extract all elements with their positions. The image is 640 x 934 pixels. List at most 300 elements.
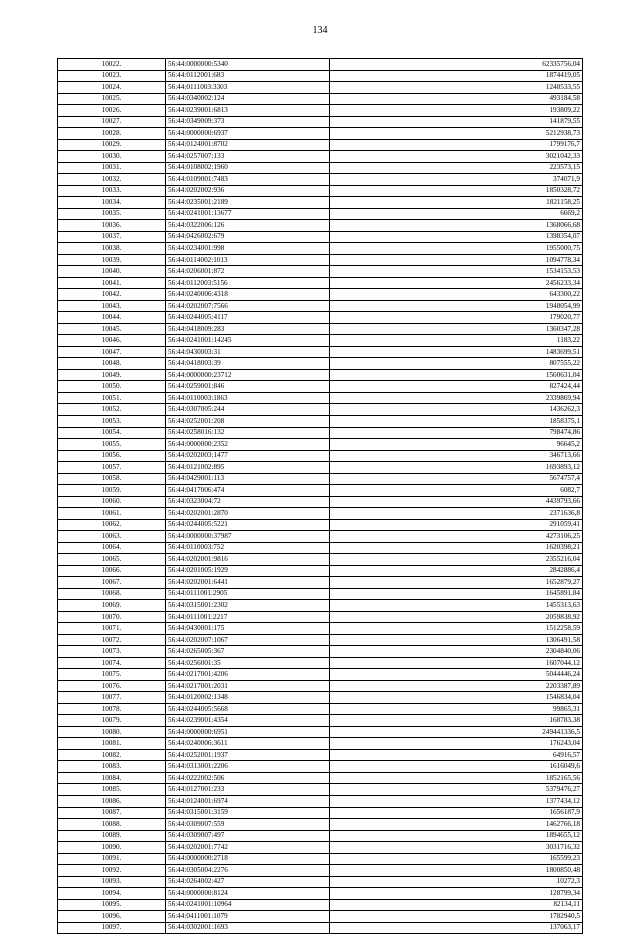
row-number: 10057. [58, 462, 166, 474]
row-number: 10031. [58, 162, 166, 174]
cadastral-number: 56:44:0000000:2718 [166, 853, 330, 865]
table-row [58, 59, 583, 71]
cadastral-value: 249441336,5 [330, 726, 583, 738]
table-row [58, 231, 583, 243]
table-row [58, 738, 583, 750]
row-number: 10058. [58, 473, 166, 485]
cadastral-value: 176243,04 [330, 738, 583, 750]
row-number: 10049. [58, 369, 166, 381]
cadastral-value: 179020,77 [330, 312, 583, 324]
cadastral-number: 56:44:0127001:233 [166, 784, 330, 796]
cadastral-number: 56:44:0110003:752 [166, 542, 330, 554]
cadastral-value: 62335756,04 [330, 59, 583, 71]
table-row [58, 312, 583, 324]
row-number: 10035. [58, 208, 166, 220]
table-row [58, 243, 583, 255]
cadastral-number: 56:44:0349009:373 [166, 116, 330, 128]
cadastral-value: 2371636,8 [330, 508, 583, 520]
cadastral-number: 56:44:0256001:35 [166, 657, 330, 669]
cadastral-number: 56:44:0241001:14245 [166, 335, 330, 347]
table-row [58, 254, 583, 266]
cadastral-value: 1616049,6 [330, 761, 583, 773]
cadastral-number: 56:44:0239001:4354 [166, 715, 330, 727]
table-row [58, 369, 583, 381]
table-row [58, 197, 583, 209]
cadastral-value: 165599,23 [330, 853, 583, 865]
cadastral-value: 64916,57 [330, 749, 583, 761]
table-row [58, 807, 583, 819]
row-number: 10096. [58, 911, 166, 923]
table-row [58, 749, 583, 761]
table-row [58, 646, 583, 658]
table-row [58, 600, 583, 612]
cadastral-number: 56:44:0315001:3159 [166, 807, 330, 819]
cadastral-value: 1652879,27 [330, 577, 583, 589]
cadastral-value: 1455313,63 [330, 600, 583, 612]
row-number: 10034. [58, 197, 166, 209]
cadastral-number: 56:44:0258016:132 [166, 427, 330, 439]
cadastral-number: 56:44:0244005:4117 [166, 312, 330, 324]
cadastral-number: 56:44:0000000:6951 [166, 726, 330, 738]
cadastral-value: 10272,3 [330, 876, 583, 888]
row-number: 10085. [58, 784, 166, 796]
table-row [58, 565, 583, 577]
cadastral-value: 1377434,12 [330, 796, 583, 808]
cadastral-value: 1800850,48 [330, 865, 583, 877]
table-row [58, 208, 583, 220]
table-row [58, 657, 583, 669]
table-row [58, 830, 583, 842]
table-row [58, 772, 583, 784]
cadastral-value: 1874419,05 [330, 70, 583, 82]
row-number: 10041. [58, 277, 166, 289]
cadastral-number: 56:44:0217001:4206 [166, 669, 330, 681]
cadastral-value: 493184,58 [330, 93, 583, 105]
cadastral-value: 2304840,06 [330, 646, 583, 658]
table-row [58, 335, 583, 347]
row-number: 10080. [58, 726, 166, 738]
cadastral-value: 5044446,24 [330, 669, 583, 681]
cadastral-value: 1821158,25 [330, 197, 583, 209]
cadastral-number: 56:44:0000000:5340 [166, 59, 330, 71]
cadastral-value: 827424,44 [330, 381, 583, 393]
cadastral-value: 1094778,34 [330, 254, 583, 266]
table-row [58, 876, 583, 888]
row-number: 10097. [58, 922, 166, 934]
table-row [58, 185, 583, 197]
cadastral-value: 346713,66 [330, 450, 583, 462]
table-row [58, 323, 583, 335]
table-row [58, 70, 583, 82]
row-number: 10056. [58, 450, 166, 462]
table-row [58, 139, 583, 151]
row-number: 10025. [58, 93, 166, 105]
cadastral-value: 82134,11 [330, 899, 583, 911]
cadastral-number: 56:44:0309007:559 [166, 819, 330, 831]
table-row [58, 542, 583, 554]
table-row [58, 611, 583, 623]
cadastral-number: 56:44:0239001:6813 [166, 105, 330, 117]
row-number: 10054. [58, 427, 166, 439]
cadastral-value: 1462766,18 [330, 819, 583, 831]
row-number: 10078. [58, 703, 166, 715]
cadastral-value: 798474,86 [330, 427, 583, 439]
table-row [58, 220, 583, 232]
cadastral-value: 374071,9 [330, 174, 583, 186]
table-row [58, 784, 583, 796]
row-number: 10036. [58, 220, 166, 232]
table-row [58, 439, 583, 451]
row-number: 10063. [58, 531, 166, 543]
table-row [58, 680, 583, 692]
cadastral-value: 1512258,59 [330, 623, 583, 635]
table-row [58, 692, 583, 704]
cadastral-number: 56:44:0241001:13677 [166, 208, 330, 220]
row-number: 10046. [58, 335, 166, 347]
table-row [58, 703, 583, 715]
row-number: 10042. [58, 289, 166, 301]
table-row [58, 888, 583, 900]
table-row [58, 93, 583, 105]
cadastral-value: 5212938,73 [330, 128, 583, 140]
cadastral-value: 1852165,56 [330, 772, 583, 784]
table-row [58, 128, 583, 140]
row-number: 10070. [58, 611, 166, 623]
cadastral-value: 1620398,21 [330, 542, 583, 554]
row-number: 10047. [58, 346, 166, 358]
row-number: 10081. [58, 738, 166, 750]
cadastral-number: 56:44:0313001:2206 [166, 761, 330, 773]
cadastral-value: 1850328,72 [330, 185, 583, 197]
row-number: 10027. [58, 116, 166, 128]
row-number: 10093. [58, 876, 166, 888]
cadastral-number: 56:44:0257007:133 [166, 151, 330, 163]
row-number: 10028. [58, 128, 166, 140]
cadastral-number: 56:44:0430001:175 [166, 623, 330, 635]
table-row [58, 819, 583, 831]
table-row [58, 508, 583, 520]
table-row [58, 116, 583, 128]
cadastral-number: 56:44:0202001:2870 [166, 508, 330, 520]
cadastral-value: 1368066,68 [330, 220, 583, 232]
cadastral-value: 1546834,04 [330, 692, 583, 704]
cadastral-value: 643300,22 [330, 289, 583, 301]
cadastral-value: 1607044,12 [330, 657, 583, 669]
row-number: 10067. [58, 577, 166, 589]
cadastral-value: 1398354,07 [330, 231, 583, 243]
cadastral-value: 291059,41 [330, 519, 583, 531]
row-number: 10032. [58, 174, 166, 186]
table-row [58, 485, 583, 497]
cadastral-number: 56:44:0202007:1067 [166, 634, 330, 646]
cadastral-number: 56:44:0120002:1348 [166, 692, 330, 704]
cadastral-value: 1948054,99 [330, 300, 583, 312]
cadastral-value: 96645,2 [330, 439, 583, 451]
cadastral-value: 1656187,9 [330, 807, 583, 819]
row-number: 10072. [58, 634, 166, 646]
table-row [58, 588, 583, 600]
row-number: 10095. [58, 899, 166, 911]
cadastral-number: 56:44:0202001:6441 [166, 577, 330, 589]
cadastral-number: 56:44:0252001:1937 [166, 749, 330, 761]
row-number: 10069. [58, 600, 166, 612]
row-number: 10024. [58, 82, 166, 94]
cadastral-value: 4273106,25 [330, 531, 583, 543]
cadastral-number: 56:44:0108002:1960 [166, 162, 330, 174]
table-row [58, 392, 583, 404]
cadastral-number: 56:44:0111001:2217 [166, 611, 330, 623]
row-number: 10092. [58, 865, 166, 877]
cadastral-number: 56:44:0000000:8124 [166, 888, 330, 900]
table-row [58, 289, 583, 301]
table-row [58, 450, 583, 462]
table-row [58, 519, 583, 531]
cadastral-number: 56:44:0322006:126 [166, 220, 330, 232]
cadastral-number: 56:44:0259001:846 [166, 381, 330, 393]
row-number: 10089. [58, 830, 166, 842]
cadastral-value-table [57, 58, 583, 934]
table-row [58, 796, 583, 808]
table-row [58, 105, 583, 117]
row-number: 10039. [58, 254, 166, 266]
cadastral-value: 1483699,51 [330, 346, 583, 358]
cadastral-value: 4439793,66 [330, 496, 583, 508]
cadastral-number: 56:44:0124001:8702 [166, 139, 330, 151]
cadastral-value: 1858375,1 [330, 415, 583, 427]
row-number: 10044. [58, 312, 166, 324]
table-row [58, 726, 583, 738]
cadastral-value: 2203387,89 [330, 680, 583, 692]
row-number: 10086. [58, 796, 166, 808]
row-number: 10084. [58, 772, 166, 784]
cadastral-number: 56:44:0411001:1079 [166, 911, 330, 923]
row-number: 10060. [58, 496, 166, 508]
cadastral-value: 6082,7 [330, 485, 583, 497]
cadastral-number: 56:44:0000000:23712 [166, 369, 330, 381]
table-row [58, 358, 583, 370]
table-row [58, 162, 583, 174]
table-row [58, 151, 583, 163]
cadastral-number: 56:44:0234001:998 [166, 243, 330, 255]
table-row [58, 381, 583, 393]
row-number: 10077. [58, 692, 166, 704]
row-number: 10064. [58, 542, 166, 554]
row-number: 10055. [58, 439, 166, 451]
cadastral-number: 56:44:0112003:5156 [166, 277, 330, 289]
row-number: 10091. [58, 853, 166, 865]
cadastral-value: 1894655,12 [330, 830, 583, 842]
cadastral-number: 56:44:0222002:506 [166, 772, 330, 784]
cadastral-number: 56:44:0202001:7742 [166, 842, 330, 854]
cadastral-number: 56:44:0202003:1477 [166, 450, 330, 462]
cadastral-number: 56:44:0418009:283 [166, 323, 330, 335]
row-number: 10029. [58, 139, 166, 151]
row-number: 10048. [58, 358, 166, 370]
table-row [58, 623, 583, 635]
table-row [58, 473, 583, 485]
table-row [58, 404, 583, 416]
row-number: 10087. [58, 807, 166, 819]
cadastral-number: 56:44:0111003:3303 [166, 82, 330, 94]
row-number: 10073. [58, 646, 166, 658]
cadastral-value: 1534153,53 [330, 266, 583, 278]
table-row [58, 496, 583, 508]
cadastral-number: 56:44:0217001:2031 [166, 680, 330, 692]
row-number: 10040. [58, 266, 166, 278]
cadastral-value: 2059838,92 [330, 611, 583, 623]
row-number: 10038. [58, 243, 166, 255]
cadastral-number: 56:44:0426002:679 [166, 231, 330, 243]
row-number: 10043. [58, 300, 166, 312]
row-number: 10045. [58, 323, 166, 335]
table-row [58, 346, 583, 358]
table-row [58, 415, 583, 427]
cadastral-value: 807555,22 [330, 358, 583, 370]
table-row [58, 300, 583, 312]
row-number: 10033. [58, 185, 166, 197]
table-row [58, 853, 583, 865]
cadastral-value: 6669,2 [330, 208, 583, 220]
cadastral-value: 1560631,04 [330, 369, 583, 381]
cadastral-value: 2355216,04 [330, 554, 583, 566]
cadastral-number: 56:44:0110003:1863 [166, 392, 330, 404]
cadastral-number: 56:44:0000000:6937 [166, 128, 330, 140]
cadastral-number: 56:44:0417006:474 [166, 485, 330, 497]
cadastral-number: 56:44:0202001:9816 [166, 554, 330, 566]
row-number: 10090. [58, 842, 166, 854]
table-row [58, 911, 583, 923]
cadastral-number: 56:44:0000000:37987 [166, 531, 330, 543]
row-number: 10037. [58, 231, 166, 243]
cadastral-value: 2339869,94 [330, 392, 583, 404]
table-row [58, 554, 583, 566]
row-number: 10071. [58, 623, 166, 635]
cadastral-number: 56:44:0430003:31 [166, 346, 330, 358]
cadastral-value: 1782940,5 [330, 911, 583, 923]
cadastral-number: 56:44:0114002:1013 [166, 254, 330, 266]
cadastral-number: 56:44:0000000:2352 [166, 439, 330, 451]
row-number: 10062. [58, 519, 166, 531]
cadastral-value: 1360347,28 [330, 323, 583, 335]
row-number: 10050. [58, 381, 166, 393]
cadastral-number: 56:44:0244005:5221 [166, 519, 330, 531]
table-row [58, 669, 583, 681]
cadastral-value: 1955000,75 [330, 243, 583, 255]
table-body [58, 59, 583, 934]
cadastral-number: 56:44:0111001:2905 [166, 588, 330, 600]
cadastral-value: 5674757,4 [330, 473, 583, 485]
cadastral-number: 56:44:0418003:39 [166, 358, 330, 370]
table-row [58, 634, 583, 646]
row-number: 10094. [58, 888, 166, 900]
cadastral-number: 56:44:0305004:2276 [166, 865, 330, 877]
row-number: 10074. [58, 657, 166, 669]
row-number: 10065. [58, 554, 166, 566]
cadastral-value: 1248533,55 [330, 82, 583, 94]
cadastral-value: 128799,34 [330, 888, 583, 900]
cadastral-number: 56:44:0201005:1929 [166, 565, 330, 577]
table-row [58, 865, 583, 877]
table-row [58, 277, 583, 289]
table-row [58, 577, 583, 589]
cadastral-number: 56:44:0315001:2302 [166, 600, 330, 612]
cadastral-number: 56:44:0340002:124 [166, 93, 330, 105]
cadastral-value: 1436262,3 [330, 404, 583, 416]
table-row [58, 462, 583, 474]
row-number: 10022. [58, 59, 166, 71]
cadastral-number: 56:44:0112001:683 [166, 70, 330, 82]
page-number: 134 [312, 25, 328, 36]
cadastral-value: 223573,15 [330, 162, 583, 174]
cadastral-number: 56:44:0240006:3611 [166, 738, 330, 750]
cadastral-value: 168783,38 [330, 715, 583, 727]
row-number: 10030. [58, 151, 166, 163]
row-number: 10075. [58, 669, 166, 681]
row-number: 10068. [58, 588, 166, 600]
cadastral-number: 56:44:0121002:895 [166, 462, 330, 474]
cadastral-number: 56:44:0264002:427 [166, 876, 330, 888]
cadastral-value: 5379476,27 [330, 784, 583, 796]
cadastral-number: 56:44:0240006:4318 [166, 289, 330, 301]
table-row [58, 82, 583, 94]
table-row [58, 842, 583, 854]
cadastral-value: 1183,22 [330, 335, 583, 347]
table-row [58, 174, 583, 186]
row-number: 10052. [58, 404, 166, 416]
cadastral-number: 56:44:0244005:5668 [166, 703, 330, 715]
row-number: 10053. [58, 415, 166, 427]
cadastral-value: 1799176,7 [330, 139, 583, 151]
cadastral-number: 56:44:0307005:244 [166, 404, 330, 416]
cadastral-value: 193809,22 [330, 105, 583, 117]
row-number: 10076. [58, 680, 166, 692]
cadastral-number: 56:44:0323004:72 [166, 496, 330, 508]
row-number: 10066. [58, 565, 166, 577]
table-row [58, 922, 583, 934]
cadastral-value: 137063,17 [330, 922, 583, 934]
cadastral-number: 56:44:0124001:6974 [166, 796, 330, 808]
cadastral-value: 2842886,4 [330, 565, 583, 577]
cadastral-value: 2456233,34 [330, 277, 583, 289]
cadastral-value: 141879,55 [330, 116, 583, 128]
row-number: 10023. [58, 70, 166, 82]
cadastral-number: 56:44:0265005:367 [166, 646, 330, 658]
cadastral-number: 56:44:0241001:10964 [166, 899, 330, 911]
row-number: 10051. [58, 392, 166, 404]
cadastral-value: 1645891,84 [330, 588, 583, 600]
row-number: 10061. [58, 508, 166, 520]
cadastral-value: 1306491,58 [330, 634, 583, 646]
table-row [58, 427, 583, 439]
cadastral-number: 56:44:0302001:1693 [166, 922, 330, 934]
table-row [58, 761, 583, 773]
cadastral-number: 56:44:0429001:113 [166, 473, 330, 485]
cadastral-value: 3031716,32 [330, 842, 583, 854]
row-number: 10079. [58, 715, 166, 727]
row-number: 10088. [58, 819, 166, 831]
row-number: 10083. [58, 761, 166, 773]
row-number: 10082. [58, 749, 166, 761]
table-row [58, 715, 583, 727]
cadastral-value: 1693893,12 [330, 462, 583, 474]
cadastral-number: 56:44:0202002:936 [166, 185, 330, 197]
cadastral-number: 56:44:0109001:7483 [166, 174, 330, 186]
row-number: 10026. [58, 105, 166, 117]
cadastral-number: 56:44:0309007:497 [166, 830, 330, 842]
cadastral-value: 3021042,33 [330, 151, 583, 163]
table-row [58, 266, 583, 278]
cadastral-number: 56:44:0206001:872 [166, 266, 330, 278]
